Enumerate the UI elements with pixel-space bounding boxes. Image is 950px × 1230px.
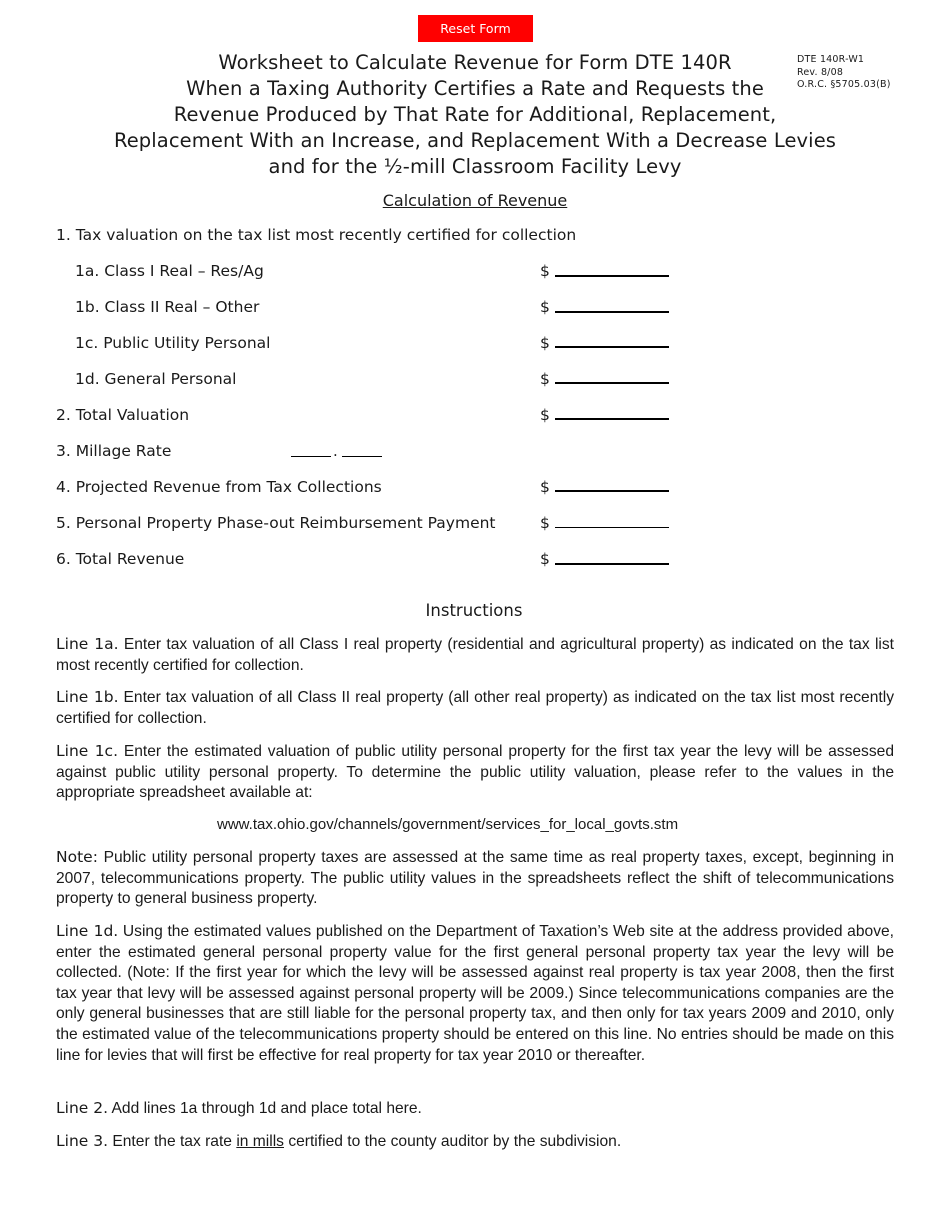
instructions-heading: Instructions	[425, 601, 523, 620]
currency-symbol: $	[540, 406, 550, 424]
instruction-lead: Line 1a.	[56, 635, 119, 653]
form-revision: Rev. 8/08	[797, 66, 844, 78]
title-line: and for the ½-mill Classroom Facility Levy	[268, 155, 682, 178]
instruction-text: Public utility personal property taxes are assessed at the same time as real property taxes, except, beginning in 2007, telecommunications property. The public utility values in the spreadsheets reflect the shift of telecommunications property to general business property.	[56, 849, 894, 908]
line5-input[interactable]	[555, 511, 669, 528]
line1d-label: 1d. General Personal	[75, 370, 237, 388]
instruction-lead: Line 3.	[56, 1132, 109, 1150]
instruction-line1b	[56, 687, 894, 729]
instruction-text: Using the estimated values published on the Department of Taxation’s Web site at the address provided above, enter the estimated general personal property value for the first general personal property tax year the levy will be collected. (Note: If the first year for which the levy will be assessed against real property is tax year 2008, then the first tax year that levy will be assessed against personal property will be 2009.) Since telecommunications companies are the only general businesses that are still liable for the personal property tax, and then only for tax years 2009 and 2010, only the estimated value of the telecommunications property should be entered on this line. No entries should be made on this line for levies that will first be effective for real property for tax year 2010 or thereafter.	[56, 923, 894, 1064]
title-line: When a Taxing Authority Certifies a Rate and Requests the	[186, 77, 764, 100]
currency-symbol: $	[540, 514, 550, 532]
form-code: DTE 140R-W1	[797, 54, 865, 65]
orc-reference: O.R.C. §5705.03(B)	[797, 79, 891, 91]
millage-decimal-input[interactable]	[342, 442, 382, 457]
instruction-lead: Line 1c.	[56, 742, 119, 760]
calculation-heading: Calculation of Revenue	[382, 191, 568, 210]
line1c-input[interactable]	[555, 330, 669, 348]
decimal-point: .	[333, 442, 338, 460]
line1b-input[interactable]	[555, 295, 669, 313]
title-line: Replacement With an Increase, and Replacement With a Decrease Levies	[113, 129, 837, 152]
instruction-text: certified to the county auditor by the subdivision.	[283, 1133, 622, 1150]
instruction-text: Enter the tax rate	[108, 1133, 237, 1150]
instruction-lead: Line 1b.	[56, 688, 119, 706]
line4-label: 4. Projected Revenue from Tax Collections	[56, 478, 382, 496]
line1b-label: 1b. Class II Real – Other	[75, 298, 260, 316]
line1c-label: 1c. Public Utility Personal	[75, 334, 271, 352]
line1d-input[interactable]	[555, 366, 669, 384]
currency-symbol: $	[540, 550, 550, 568]
instruction-lead: Note:	[56, 848, 98, 866]
instruction-line3	[56, 1131, 894, 1153]
currency-symbol: $	[540, 262, 550, 280]
currency-symbol: $	[540, 334, 550, 352]
millage-whole-input[interactable]	[291, 442, 331, 457]
instruction-text: Enter tax valuation of all Class II real property (all other real property) as indicated on the tax list most recently certified for collection.	[56, 689, 894, 727]
currency-symbol: $	[540, 298, 550, 316]
line6-label: 6. Total Revenue	[56, 550, 185, 568]
instruction-text: Add lines 1a through 1d and place total here.	[108, 1100, 422, 1117]
reset-form-button[interactable]: Reset Form	[418, 15, 533, 42]
line4-input[interactable]	[555, 474, 669, 492]
instruction-emphasis: in mills	[236, 1133, 284, 1150]
line5-label: 5. Personal Property Phase-out Reimbursement Payment	[56, 514, 496, 532]
line2-label: 2. Total Valuation	[56, 406, 190, 424]
instruction-lead: Line 1d.	[56, 922, 119, 940]
currency-symbol: $	[540, 370, 550, 388]
line1a-input[interactable]	[555, 259, 669, 277]
title-line: Worksheet to Calculate Revenue for Form DTE 140R	[218, 51, 732, 74]
line6-input[interactable]	[555, 547, 669, 565]
instruction-note	[56, 847, 894, 910]
instruction-lead: Line 2.	[56, 1099, 109, 1117]
instruction-line2	[56, 1098, 894, 1120]
instruction-text: Enter the estimated valuation of public utility personal property for the first tax year the levy will be assessed against public utility personal property. To determine the public utility valuation, please refer to the values in the appropriate spreadsheet available at:	[56, 743, 894, 802]
title-line: Revenue Produced by That Rate for Additional, Replacement,	[173, 103, 777, 126]
worksheet-title	[60, 50, 890, 180]
website-url[interactable]: www.tax.ohio.gov/channels/government/services_for_local_govts.stm	[217, 816, 679, 833]
line3-label: 3. Millage Rate	[56, 442, 172, 460]
line1-label: 1. Tax valuation on the tax list most recently certified for collection	[56, 226, 577, 244]
instruction-line1c	[56, 741, 894, 804]
line1a-label: 1a. Class I Real – Res/Ag	[75, 262, 264, 280]
currency-symbol: $	[540, 478, 550, 496]
instruction-line1d	[56, 921, 894, 1066]
line2-input[interactable]	[555, 402, 669, 420]
instruction-line1a	[56, 634, 894, 676]
instruction-text: Enter tax valuation of all Class I real property (residential and agricultural property) as indicated on the tax list most recently certified for collection.	[56, 636, 895, 674]
